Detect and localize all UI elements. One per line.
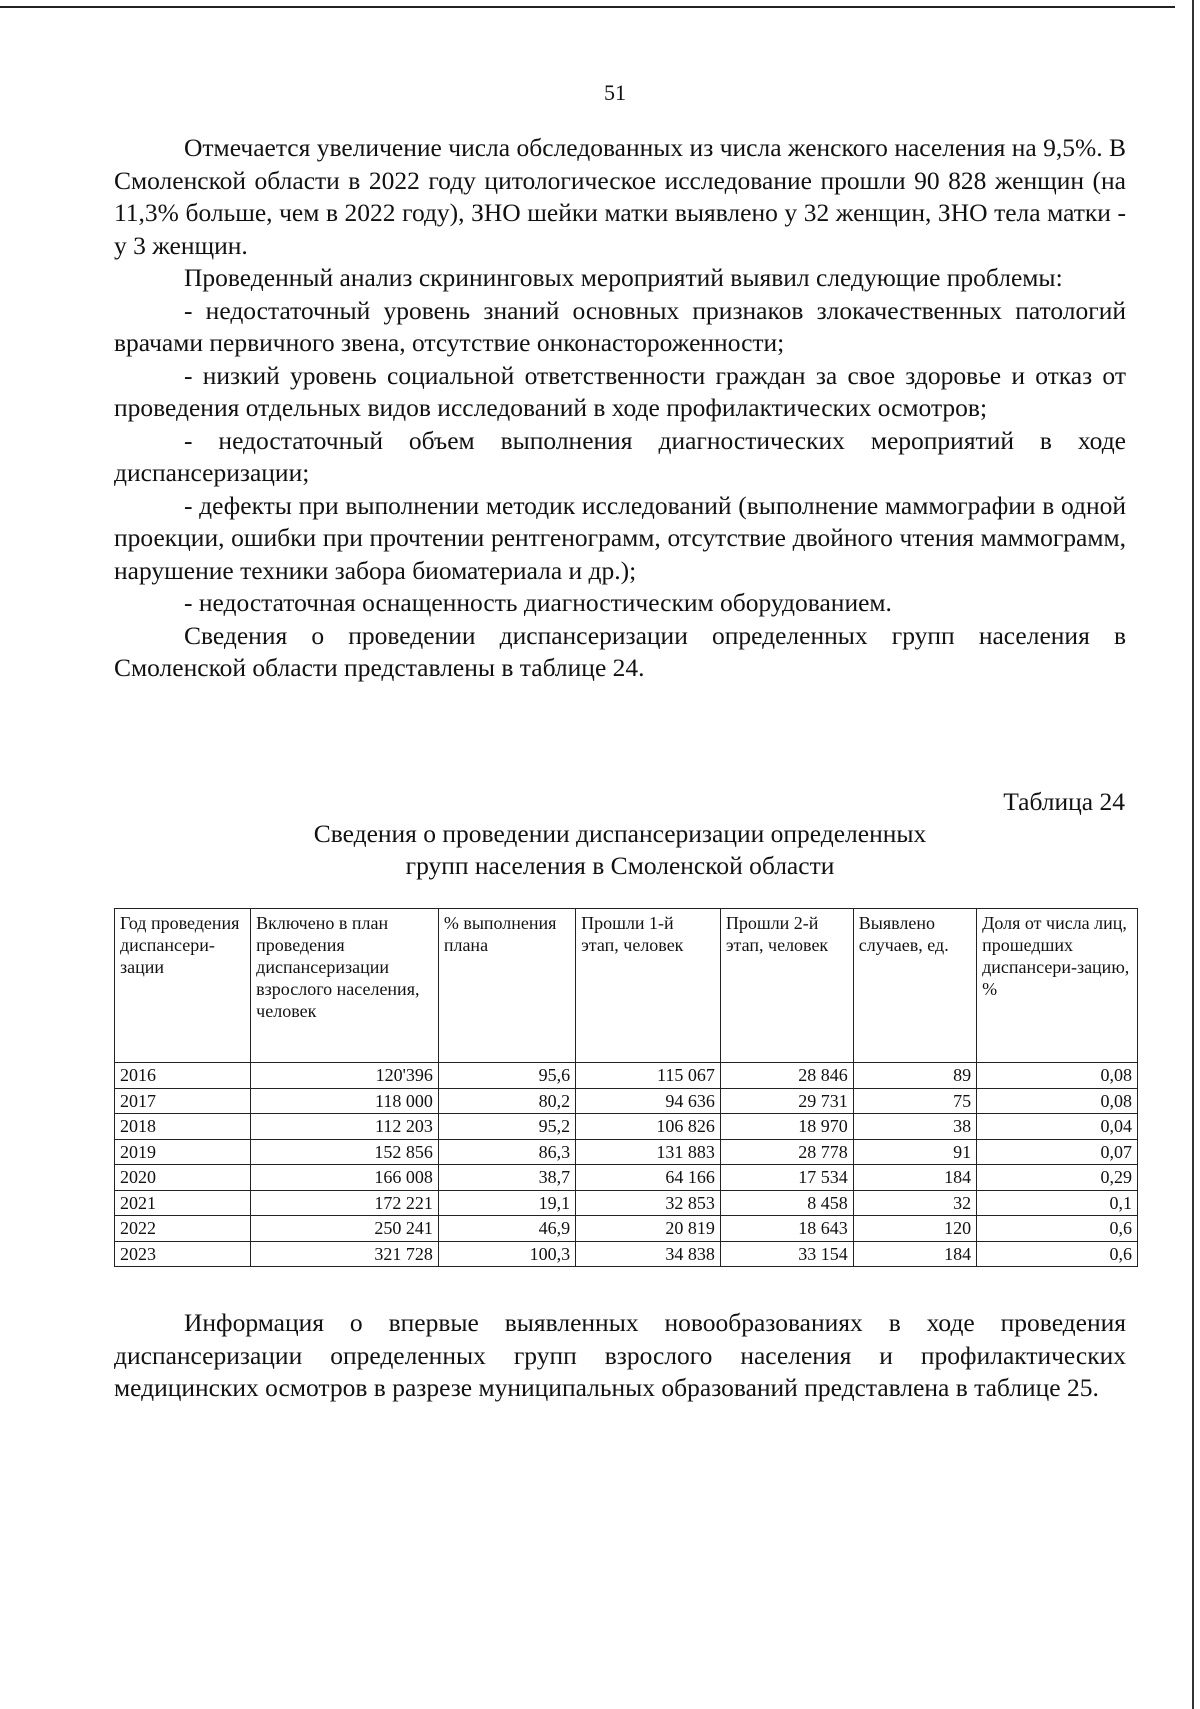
cell-share: 0,08 <box>977 1088 1138 1114</box>
cell-stage2: 29 731 <box>720 1088 853 1114</box>
paragraph: Отмечается увеличение числа обследованных из числа женского населения на 9,5%. В Смоленской области в 2022 году цитологическое исследование прошли 90 828 женщин (на 11,3% больше, чем в 2022 году), ЗНО шейки матки выявлено у 32 женщин, ЗНО тела матки - у 3 женщин. <box>114 133 1126 260</box>
table-row <box>115 1241 1138 1267</box>
table-row <box>115 1165 1138 1191</box>
list-item: - низкий уровень социальной ответственности граждан за свое здоровье и отказ от проведения отдельных видов исследований в ходе профилактических осмотров; <box>114 360 1126 422</box>
cell-stage2: 28 846 <box>720 1063 853 1089</box>
cell-planned: 166 008 <box>251 1165 439 1191</box>
table-row <box>115 1114 1138 1140</box>
cell-cases: 120 <box>853 1216 976 1242</box>
right-border-line <box>1192 0 1194 1709</box>
paragraph: Проведенный анализ скрининговых мероприятий выявил следующие проблемы: <box>184 263 1063 292</box>
list-item: - недостаточная оснащенность диагностическим оборудованием. <box>184 588 892 617</box>
cell-share: 0,08 <box>977 1063 1138 1089</box>
cell-share: 0,04 <box>977 1114 1138 1140</box>
cell-stage2: 28 778 <box>720 1139 853 1165</box>
cell-stage1: 34 838 <box>576 1241 721 1267</box>
cell-cases: 89 <box>853 1063 976 1089</box>
header-planned: Включено в план проведения диспансеризации взрослого населения, человек <box>251 909 439 1063</box>
cell-percent: 46,9 <box>438 1216 575 1242</box>
cell-percent: 80,2 <box>438 1088 575 1114</box>
header-year: Год проведения диспансери-зации <box>115 909 251 1063</box>
cell-stage1: 20 819 <box>576 1216 721 1242</box>
table-row <box>115 1190 1138 1216</box>
header-stage2: Прошли 2-й этап, человек <box>720 909 853 1063</box>
cell-planned: 172 221 <box>251 1190 439 1216</box>
cell-percent: 19,1 <box>438 1190 575 1216</box>
cell-planned: 118 000 <box>251 1088 439 1114</box>
cell-cases: 32 <box>853 1190 976 1216</box>
table-header-row <box>115 909 1138 1063</box>
cell-stage1: 64 166 <box>576 1165 721 1191</box>
header-percent: % выполнения плана <box>438 909 575 1063</box>
cell-year: 2023 <box>115 1241 251 1267</box>
cell-cases: 91 <box>853 1139 976 1165</box>
cell-year: 2022 <box>115 1216 251 1242</box>
screening-table <box>114 908 1138 1267</box>
paragraph: Сведения о проведении диспансеризации определенных групп населения в Смоленской области представлены в таблице 24. <box>114 620 1126 682</box>
cell-stage2: 8 458 <box>720 1190 853 1216</box>
table-row <box>115 1088 1138 1114</box>
top-border-line <box>0 6 1175 8</box>
cell-year: 2018 <box>115 1114 251 1140</box>
table-label: Таблица 24 <box>1003 787 1125 816</box>
cell-planned: 120'396 <box>251 1063 439 1089</box>
table-row <box>115 1139 1138 1165</box>
header-cases: Выявлено случаев, ед. <box>853 909 976 1063</box>
table-row <box>115 1063 1138 1089</box>
cell-stage2: 18 970 <box>720 1114 853 1140</box>
list-item: - недостаточный уровень знаний основных признаков злокачественных патологий врачами первичного звена, отсутствие онконастороженности; <box>114 295 1126 357</box>
cell-share: 0,6 <box>977 1216 1138 1242</box>
cell-cases: 184 <box>853 1241 976 1267</box>
cell-stage1: 94 636 <box>576 1088 721 1114</box>
cell-stage1: 115 067 <box>576 1063 721 1089</box>
cell-share: 0,1 <box>977 1190 1138 1216</box>
table-title-line: групп населения в Смоленской области <box>405 851 835 880</box>
cell-stage1: 106 826 <box>576 1114 721 1140</box>
intro-text <box>114 132 1126 685</box>
cell-cases: 38 <box>853 1114 976 1140</box>
cell-share: 0,6 <box>977 1241 1138 1267</box>
cell-percent: 100,3 <box>438 1241 575 1267</box>
cell-year: 2017 <box>115 1088 251 1114</box>
cell-share: 0,07 <box>977 1139 1138 1165</box>
cell-cases: 75 <box>853 1088 976 1114</box>
cell-stage2: 18 643 <box>720 1216 853 1242</box>
cell-percent: 86,3 <box>438 1139 575 1165</box>
cell-planned: 112 203 <box>251 1114 439 1140</box>
cell-stage2: 17 534 <box>720 1165 853 1191</box>
cell-stage2: 33 154 <box>720 1241 853 1267</box>
table-title <box>114 818 1126 882</box>
paragraph: Информация о впервые выявленных новообразованиях в ходе проведения диспансеризации определенных групп взрослого населения и профилактических медицинских осмотров в разрезе муниципальных образований представлена в таблице 25. <box>114 1308 1126 1402</box>
cell-year: 2020 <box>115 1165 251 1191</box>
header-share: Доля от числа лиц, прошедших диспансери-зацию, % <box>977 909 1138 1063</box>
page-number: 51 <box>604 80 626 105</box>
table-title-line: Сведения о проведении диспансеризации определенных <box>313 819 927 848</box>
cell-share: 0,29 <box>977 1165 1138 1191</box>
cell-percent: 95,2 <box>438 1114 575 1140</box>
cell-planned: 152 856 <box>251 1139 439 1165</box>
cell-percent: 95,6 <box>438 1063 575 1089</box>
cell-planned: 321 728 <box>251 1241 439 1267</box>
closing-text <box>114 1307 1126 1405</box>
cell-stage1: 32 853 <box>576 1190 721 1216</box>
cell-stage1: 131 883 <box>576 1139 721 1165</box>
table-row <box>115 1216 1138 1242</box>
cell-year: 2021 <box>115 1190 251 1216</box>
header-stage1: Прошли 1-й этап, человек <box>576 909 721 1063</box>
cell-cases: 184 <box>853 1165 976 1191</box>
list-item: - дефекты при выполнении методик исследований (выполнение маммографии в одной проекции, ошибки при прочтении рентгенограмм, отсутствие двойного чтения маммограмм, нарушение техники забора биоматериала и др.); <box>114 490 1126 585</box>
cell-planned: 250 241 <box>251 1216 439 1242</box>
cell-year: 2019 <box>115 1139 251 1165</box>
list-item: - недостаточный объем выполнения диагностических мероприятий в ходе диспансеризации; <box>114 425 1126 487</box>
cell-percent: 38,7 <box>438 1165 575 1191</box>
cell-year: 2016 <box>115 1063 251 1089</box>
